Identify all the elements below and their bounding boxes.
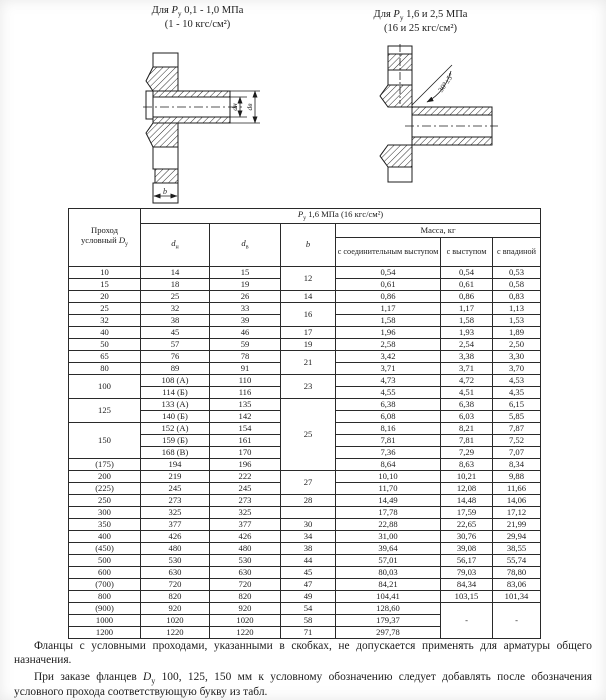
table-cell: 11,70 — [336, 483, 441, 495]
table-cell: 4,72 — [441, 375, 493, 387]
table-cell: (700) — [69, 579, 141, 591]
table-cell: 45 — [141, 327, 210, 339]
table-cell: 103,15 — [441, 591, 493, 603]
table-row — [69, 603, 541, 615]
table-row — [69, 327, 541, 339]
table-cell: 1,58 — [336, 315, 441, 327]
table-cell: 32 — [69, 315, 141, 327]
table-cell: 89 — [141, 363, 210, 375]
table-cell: 25 — [141, 291, 210, 303]
dim-label-dn: dн — [230, 103, 239, 111]
table-cell: 128,60 — [336, 603, 441, 615]
table-cell: 325 — [210, 507, 281, 519]
table-cell: 57 — [141, 339, 210, 351]
table-cell: 196 — [210, 459, 281, 471]
table-cell: 194 — [141, 459, 210, 471]
table-cell: 0,58 — [493, 279, 541, 291]
table-cell: 31,00 — [336, 531, 441, 543]
table-cell: 39 — [210, 315, 281, 327]
table-cell: 140 (Б) — [141, 411, 210, 423]
dim-label-b: b — [163, 187, 167, 196]
table-cell: 297,78 — [336, 627, 441, 639]
flange-spec-table — [68, 208, 541, 639]
table-row — [69, 591, 541, 603]
table-cell: 245 — [141, 483, 210, 495]
table-cell: 78 — [210, 351, 281, 363]
table-cell: 7,52 — [493, 435, 541, 447]
table-cell: 0,61 — [336, 279, 441, 291]
table-cell: 84,34 — [441, 579, 493, 591]
table-cell: 154 — [210, 423, 281, 435]
table-row — [69, 531, 541, 543]
table-cell: 20 — [69, 291, 141, 303]
table-cell: - — [441, 603, 493, 639]
table-cell: 273 — [141, 495, 210, 507]
table-cell: 125 — [69, 399, 141, 423]
table-cell: 56,17 — [441, 555, 493, 567]
table-cell: 3,42 — [336, 351, 441, 363]
table-cell: 600 — [69, 567, 141, 579]
table-cell: 0,54 — [336, 267, 441, 279]
table-cell: 3,30 — [493, 351, 541, 363]
table-cell: 0,86 — [441, 291, 493, 303]
table-row — [69, 267, 541, 279]
col-header-mass-raised: с выступом — [441, 238, 493, 267]
table-row — [69, 507, 541, 519]
table-cell: (175) — [69, 459, 141, 471]
table-cell: 1,17 — [336, 303, 441, 315]
table-cell: 720 — [210, 579, 281, 591]
table-cell: 161 — [210, 435, 281, 447]
table-row — [69, 339, 541, 351]
table-cell: 7,81 — [441, 435, 493, 447]
table-cell: 630 — [210, 567, 281, 579]
table-cell: 1220 — [210, 627, 281, 639]
table-cell: 114 (Б) — [141, 387, 210, 399]
table-cell: 400 — [69, 531, 141, 543]
table-cell: 7,87 — [493, 423, 541, 435]
table-cell: 152 (А) — [141, 423, 210, 435]
table-cell: 8,21 — [441, 423, 493, 435]
table-cell: 6,38 — [336, 399, 441, 411]
table-cell: 820 — [210, 591, 281, 603]
table-cell: 245 — [210, 483, 281, 495]
table-cell: 18 — [141, 279, 210, 291]
table-cell: 2,54 — [441, 339, 493, 351]
table-cell: 108 (А) — [141, 375, 210, 387]
table-cell: 1200 — [69, 627, 141, 639]
table-cell: (450) — [69, 543, 141, 555]
table-cell: (225) — [69, 483, 141, 495]
table-cell: 83,06 — [493, 579, 541, 591]
table-cell: 17,78 — [336, 507, 441, 519]
table-cell: 1,13 — [493, 303, 541, 315]
table-cell: 39,08 — [441, 543, 493, 555]
table-cell: 8,16 — [336, 423, 441, 435]
table-cell: 1000 — [69, 615, 141, 627]
pressure-caption-right-line1: Для $Р_у$ 1,6 и 2,5 МПа — [373, 9, 468, 23]
footnotes — [14, 640, 592, 700]
pressure-caption-left-line1: Для $Р_у$ 0,1 - 1,0 МПа — [151, 5, 244, 19]
table-cell — [281, 507, 336, 519]
table-cell: 29,94 — [493, 531, 541, 543]
table-cell: 1,58 — [441, 315, 493, 327]
table-cell: 12,08 — [441, 483, 493, 495]
table-row — [69, 291, 541, 303]
table-cell: 19 — [210, 279, 281, 291]
table-cell: 1,96 — [336, 327, 441, 339]
table-cell: 6,15 — [493, 399, 541, 411]
table-cell: 55,74 — [493, 555, 541, 567]
table-cell: 4,53 — [493, 375, 541, 387]
table-cell: 78,80 — [493, 567, 541, 579]
table-cell: 3,70 — [493, 363, 541, 375]
table-cell: 4,51 — [441, 387, 493, 399]
table-cell: 40 — [69, 327, 141, 339]
table-cell: 8,34 — [493, 459, 541, 471]
table-cell: 300 — [69, 507, 141, 519]
table-cell: 49 — [281, 591, 336, 603]
table-cell: 3,38 — [441, 351, 493, 363]
flange-table-body — [69, 267, 541, 639]
table-cell: 10,21 — [441, 471, 493, 483]
table-cell: 0,61 — [441, 279, 493, 291]
pressure-caption-right-line2: (16 и 25 кгс/см²) — [384, 23, 457, 35]
table-cell: 6,38 — [441, 399, 493, 411]
table-cell: 133 (А) — [141, 399, 210, 411]
table-cell: 630 — [141, 567, 210, 579]
table-cell: 44 — [281, 555, 336, 567]
table-cell: 71 — [281, 627, 336, 639]
table-cell: 25 — [69, 303, 141, 315]
table-cell: 377 — [210, 519, 281, 531]
table-cell: 920 — [141, 603, 210, 615]
table-row — [69, 495, 541, 507]
table-cell: 116 — [210, 387, 281, 399]
table-cell: 46 — [210, 327, 281, 339]
footnote-ordering: При заказе фланцев $D_у$ 100, 125, 150 мм к условному обозначению следует добавлять после обозначения условного прохода соответствующую букву из табл. — [14, 670, 592, 698]
table-cell: 14 — [141, 267, 210, 279]
table-cell: 38 — [141, 315, 210, 327]
table-cell: 14,49 — [336, 495, 441, 507]
table-cell: 84,21 — [336, 579, 441, 591]
table-cell: 0,83 — [493, 291, 541, 303]
table-row — [69, 351, 541, 363]
table-cell: 480 — [210, 543, 281, 555]
table-row — [69, 399, 541, 411]
table-cell: 3,71 — [336, 363, 441, 375]
table-cell: 500 — [69, 555, 141, 567]
table-cell: 426 — [210, 531, 281, 543]
col-header-dv: $d_в$ — [210, 224, 281, 267]
table-row — [69, 543, 541, 555]
table-cell: 10,10 — [336, 471, 441, 483]
flange-drawing-high-pressure — [355, 44, 505, 184]
table-cell: 159 (Б) — [141, 435, 210, 447]
table-cell: 0,53 — [493, 267, 541, 279]
table-cell: 17,59 — [441, 507, 493, 519]
table-cell: 10 — [69, 267, 141, 279]
table-cell: 27 — [281, 471, 336, 495]
table-cell: 22,88 — [336, 519, 441, 531]
table-cell: 11,66 — [493, 483, 541, 495]
table-row — [69, 567, 541, 579]
table-cell: 5,85 — [493, 411, 541, 423]
table-cell: 7,07 — [493, 447, 541, 459]
table-cell: 2,50 — [493, 339, 541, 351]
dim-label-dv: dв — [245, 103, 254, 111]
table-cell: 820 — [141, 591, 210, 603]
table-cell: 54 — [281, 603, 336, 615]
table-cell: 8,64 — [336, 459, 441, 471]
table-row — [69, 375, 541, 387]
table-cell: 110 — [210, 375, 281, 387]
table-cell: 15 — [210, 267, 281, 279]
table-cell: 0,86 — [336, 291, 441, 303]
table-cell: 50 — [69, 339, 141, 351]
table-cell: 250 — [69, 495, 141, 507]
table-cell: 150 — [69, 423, 141, 459]
table-cell: 4,35 — [493, 387, 541, 399]
table-cell: 426 — [141, 531, 210, 543]
table-cell: 0,54 — [441, 267, 493, 279]
table-cell: 76 — [141, 351, 210, 363]
table-cell: 21 — [281, 351, 336, 375]
table-cell: 219 — [141, 471, 210, 483]
table-cell: 17,12 — [493, 507, 541, 519]
table-cell: 200 — [69, 471, 141, 483]
table-cell: 30,76 — [441, 531, 493, 543]
table-cell: 7,36 — [336, 447, 441, 459]
table-cell: 80 — [69, 363, 141, 375]
col-header-dn: $d_н$ — [141, 224, 210, 267]
table-cell: 57,01 — [336, 555, 441, 567]
table-cell: 142 — [210, 411, 281, 423]
table-cell: 38,55 — [493, 543, 541, 555]
table-cell: 168 (В) — [141, 447, 210, 459]
table-cell: 104,41 — [336, 591, 441, 603]
table-cell: 920 — [210, 603, 281, 615]
table-cell: 3,71 — [441, 363, 493, 375]
table-cell: 1020 — [141, 615, 210, 627]
table-cell: 28 — [281, 495, 336, 507]
table-cell: 1,53 — [493, 315, 541, 327]
table-cell: 101,34 — [493, 591, 541, 603]
table-cell: 1,17 — [441, 303, 493, 315]
table-row — [69, 579, 541, 591]
table-cell: 170 — [210, 447, 281, 459]
table-cell: 2,58 — [336, 339, 441, 351]
table-row — [69, 555, 541, 567]
table-cell: 222 — [210, 471, 281, 483]
angle-label: 30°±5° — [436, 71, 456, 94]
table-cell: (900) — [69, 603, 141, 615]
col-header-b: b — [281, 224, 336, 267]
col-header-mass: Масса, кг — [336, 224, 541, 238]
table-cell: 9,88 — [493, 471, 541, 483]
table-cell: 59 — [210, 339, 281, 351]
footnote-brackets: Фланцы с условными проходами, указанными в скобках, не допускается применять для арматуры общего назначения. — [14, 640, 592, 666]
table-cell: 14 — [281, 291, 336, 303]
table-row — [69, 519, 541, 531]
pressure-caption-left — [125, 4, 270, 31]
table-cell: 135 — [210, 399, 281, 411]
col-header-mass-connecting: с соединительным выступом — [336, 238, 441, 267]
table-row — [69, 303, 541, 315]
table-cell: 25 — [281, 399, 336, 471]
table-cell: 4,55 — [336, 387, 441, 399]
table-cell: 34 — [281, 531, 336, 543]
table-cell: 15 — [69, 279, 141, 291]
table-cell: 58 — [281, 615, 336, 627]
table-cell: 80,03 — [336, 567, 441, 579]
table-cell: 1020 — [210, 615, 281, 627]
table-cell: 6,08 — [336, 411, 441, 423]
table-cell: 179,37 — [336, 615, 441, 627]
table-cell: 325 — [141, 507, 210, 519]
table-cell: 1,89 — [493, 327, 541, 339]
table-cell: 6,03 — [441, 411, 493, 423]
table-cell: 1,93 — [441, 327, 493, 339]
table-cell: 100 — [69, 375, 141, 399]
table-header — [69, 209, 541, 267]
col-header-mass-recessed: с впадиной — [493, 238, 541, 267]
table-cell: 39,64 — [336, 543, 441, 555]
table-cell: 14,06 — [493, 495, 541, 507]
table-cell: 14,48 — [441, 495, 493, 507]
pressure-caption-right — [348, 8, 493, 35]
table-cell: 21,99 — [493, 519, 541, 531]
table-cell: 530 — [210, 555, 281, 567]
table-cell: 91 — [210, 363, 281, 375]
table-row — [69, 471, 541, 483]
table-cell: 4,73 — [336, 375, 441, 387]
table-cell: 23 — [281, 375, 336, 399]
table-cell: 1220 — [141, 627, 210, 639]
table-cell: 17 — [281, 327, 336, 339]
table-cell: 65 — [69, 351, 141, 363]
table-cell: 720 — [141, 579, 210, 591]
table-cell: 350 — [69, 519, 141, 531]
table-cell: 38 — [281, 543, 336, 555]
table-cell: 800 — [69, 591, 141, 603]
table-cell: 12 — [281, 267, 336, 291]
table-cell: 22,65 — [441, 519, 493, 531]
table-cell: 7,81 — [336, 435, 441, 447]
table-cell: 273 — [210, 495, 281, 507]
table-cell: 32 — [141, 303, 210, 315]
table-cell: 19 — [281, 339, 336, 351]
table-cell: 480 — [141, 543, 210, 555]
table-cell: - — [493, 603, 541, 639]
pressure-caption-left-line2: (1 - 10 кгс/см²) — [164, 19, 231, 31]
table-cell: 7,29 — [441, 447, 493, 459]
table-cell: 16 — [281, 303, 336, 327]
table-cell: 45 — [281, 567, 336, 579]
table-cell: 530 — [141, 555, 210, 567]
table-cell: 79,03 — [441, 567, 493, 579]
table-cell: 377 — [141, 519, 210, 531]
flange-drawing-low-pressure — [110, 50, 280, 205]
table-cell: 30 — [281, 519, 336, 531]
table-cell: 8,63 — [441, 459, 493, 471]
col-header-pass: Проход условный $D_у$ — [69, 209, 141, 267]
table-cell: 33 — [210, 303, 281, 315]
col-header-pressure: $Р_у$ 1,6 МПа (16 кгс/см²) — [141, 209, 541, 224]
table-cell: 26 — [210, 291, 281, 303]
table-cell: 47 — [281, 579, 336, 591]
